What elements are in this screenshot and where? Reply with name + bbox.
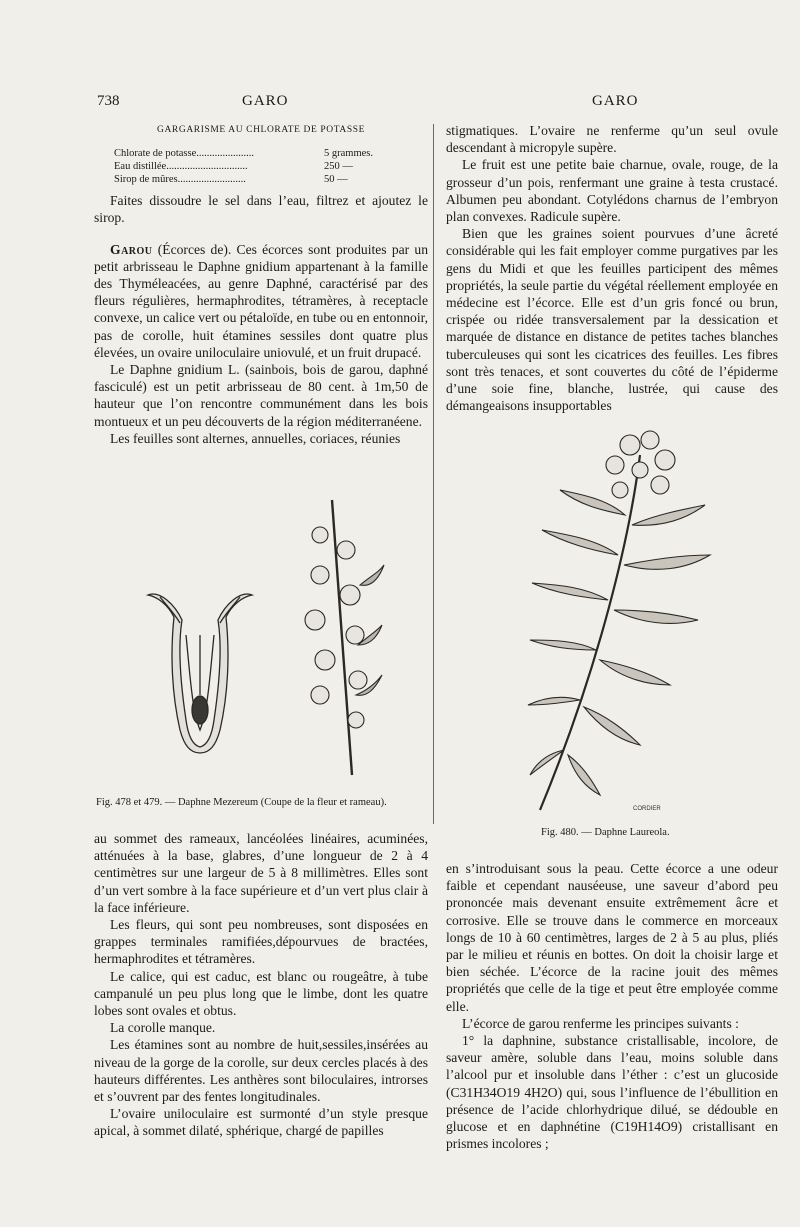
flowering-branch-drawing (305, 500, 384, 775)
entry-paragraph (94, 241, 428, 361)
body-paragraph: L’ovaire uniloculaire est surmonté d’un style presque apical, à sommet dilaté, sphérique, chargé de papilles (94, 1106, 428, 1139)
left-column-bottom (94, 830, 428, 1140)
body-paragraph: L’écorce de garou renferme les principes suivants : (462, 1015, 739, 1031)
body-paragraph: Les fleurs, qui sont peu nombreuses, sont disposées en grappes terminales ramifiées,dépourvues de bractées, hermaphrodites et tétramères. (94, 917, 428, 967)
body-paragraph: Les étamines sont au nombre de huit,sessiles,insérées au niveau de la gorge de la corolle, sur deux cercles placés à des hauteurs différentes. Les anthères sont biloculaires, introrses et s’ouvrent par des fentes longitudinales. (94, 1037, 428, 1105)
recipe-row (114, 160, 428, 173)
body-paragraph: Le calice, qui est caduc, est blanc ou rougeâtre, à tube campanulé un peu plus long que le limbe, dont les quatre lobes sont ovales et obtus. (94, 968, 428, 1019)
recipe-title: GARGARISME AU CHLORATE DE POTASSE (157, 125, 365, 135)
entry-headword: Garou (110, 241, 153, 257)
figure-caption-left: Fig. 478 et 479. — Daphne Mezereum (Coupe de la fleur et rameau). (96, 797, 387, 808)
recipe-row (114, 173, 428, 186)
recipe-quantity: 250 — (324, 161, 353, 173)
recipe-quantity: 5 grammes. (324, 148, 373, 160)
running-head-right: GARO (592, 93, 639, 109)
body-paragraph: stigmatiques. L’ovaire ne renferme qu’un seul ovule descendant à micropyle supère. (446, 123, 778, 156)
body-paragraph: en s’introduisant sous la peau. Cette écorce a une odeur faible et cependant nauséeuse, une saveur d’abord peu prononcée mais devenant ensuite extrêmement âcre et corrosive. Elle se trouve dans le commerce en morceaux longs de 10 à 60 centimètres, larges de 2 à 5 au plus, pliés par le milieu et réunis en bottes. On doit la choisir large et bien séchée. L’écorce de la racine jouit des mêmes propriétés que celle de la tige et peut être employée comme elle. (446, 861, 778, 1014)
page-number: 738 (97, 93, 120, 109)
entry-text: (Écorces de). Ces écorces sont produites par un petit arbrisseau le Daphne gnidium appartenant à la famille des Thyméleacées, au genre Daphné, caractérisé par des fleurs régulières, hermaphrodites, tétramères, à receptacle convexe, un calice vert ou pétaloïde, en tube ou en entonnoir, pas de corolle, huit étamines sessiles dont quatre plus élevées, un ovaire uniloculaire uniovulé, et un fruit drupacé. (94, 241, 428, 360)
body-paragraph: Le fruit est une petite baie charnue, ovale, rouge, de la grosseur d’un pois, renfermant une graine à testa crustacé. Albumen peu abondant. Cotylédons charnus de l’embryon plan convexes. Radicule supère. (446, 157, 778, 225)
body-paragraph: Bien que les graines soient pourvues d’une âcreté considérable qui les fait employer comme purgatives par les gens du Midi et que les feuilles participent des mêmes propriétés, la seule partie du végétal réellement employée en médecine est l’écorce. Elle est d’un gris foncé ou brun, crispée ou ridée transversalement par la dessication et marquée de distance en distance de petites taches blanches tuberculeuses qui sont les cicatrices des feuilles. Les fibres sont très tenaces, et sont couvertes du côté de l’épiderme d’une soie fine, blanche, lustrée, qui cause des démangeaisons insupportables (446, 226, 778, 414)
recipe-instruction: Faites dissoudre le sel dans l’eau, filtrez et ajoutez le sirop. (94, 193, 428, 226)
recipe-ingredient: Eau distillée............................... (114, 161, 248, 173)
right-column-top (446, 122, 778, 414)
daphne-mezereum-illustration (120, 495, 430, 785)
recipe-ingredient: Chlorate de potasse...................... (114, 148, 254, 160)
figure-caption-right: Fig. 480. — Daphne Laureola. (541, 827, 670, 838)
body-paragraph: 1° la daphnine, substance cristallisable, incolore, de saveur amère, soluble dans l’eau, moins soluble dans l’alcool pur et insoluble dans l’éther : c’est un glucoside (C31H34O19 4H2O) qui, sous l’influence de l’ébullition en présence de l’acide chlorhydrique dilué, se dédouble en glucose et en daphnétine (C19H14O9) cristallisant en prismes incolores ; (446, 1033, 778, 1152)
right-column-bottom (446, 860, 778, 1152)
engraver-signature: CORDIER (633, 806, 661, 812)
recipe-table (114, 147, 428, 186)
recipe-quantity: 50 — (324, 174, 348, 186)
body-paragraph: Le Daphne gnidium L. (sainbois, bois de garou, daphné fasciculé) est un petit arbrisseau de 80 cent. à 1m,50 de hauteur que l’on rencontre communément dans les bois montueux et un peu découverts de la région méditerranéene. (94, 362, 428, 429)
recipe-ingredient: Sirop de mûres.......................... (114, 174, 246, 186)
column-rule (433, 124, 434, 824)
recipe-row (114, 147, 428, 160)
body-paragraph: La corolle manque. (110, 1020, 216, 1036)
body-paragraph: au sommet des rameaux, lancéolées linéaires, acuminées, atténuées à la base, glabres, d’une longueur de 2 à 4 centimètres sur une largeur de 5 à 8 millimètres. Elles sont d’un vert sombre à la face supérieure et d’un vert plus clair à la face inférieure. (94, 831, 428, 915)
left-column-top (94, 122, 428, 447)
daphne-laureola-illustration (520, 415, 770, 815)
running-head-left: GARO (242, 93, 289, 109)
leaves-drawing (528, 490, 710, 795)
flower-section-drawing (148, 594, 252, 753)
flower-cluster-drawing (606, 431, 675, 498)
body-paragraph: Les feuilles sont alternes, annuelles, coriaces, réunies (110, 430, 401, 446)
